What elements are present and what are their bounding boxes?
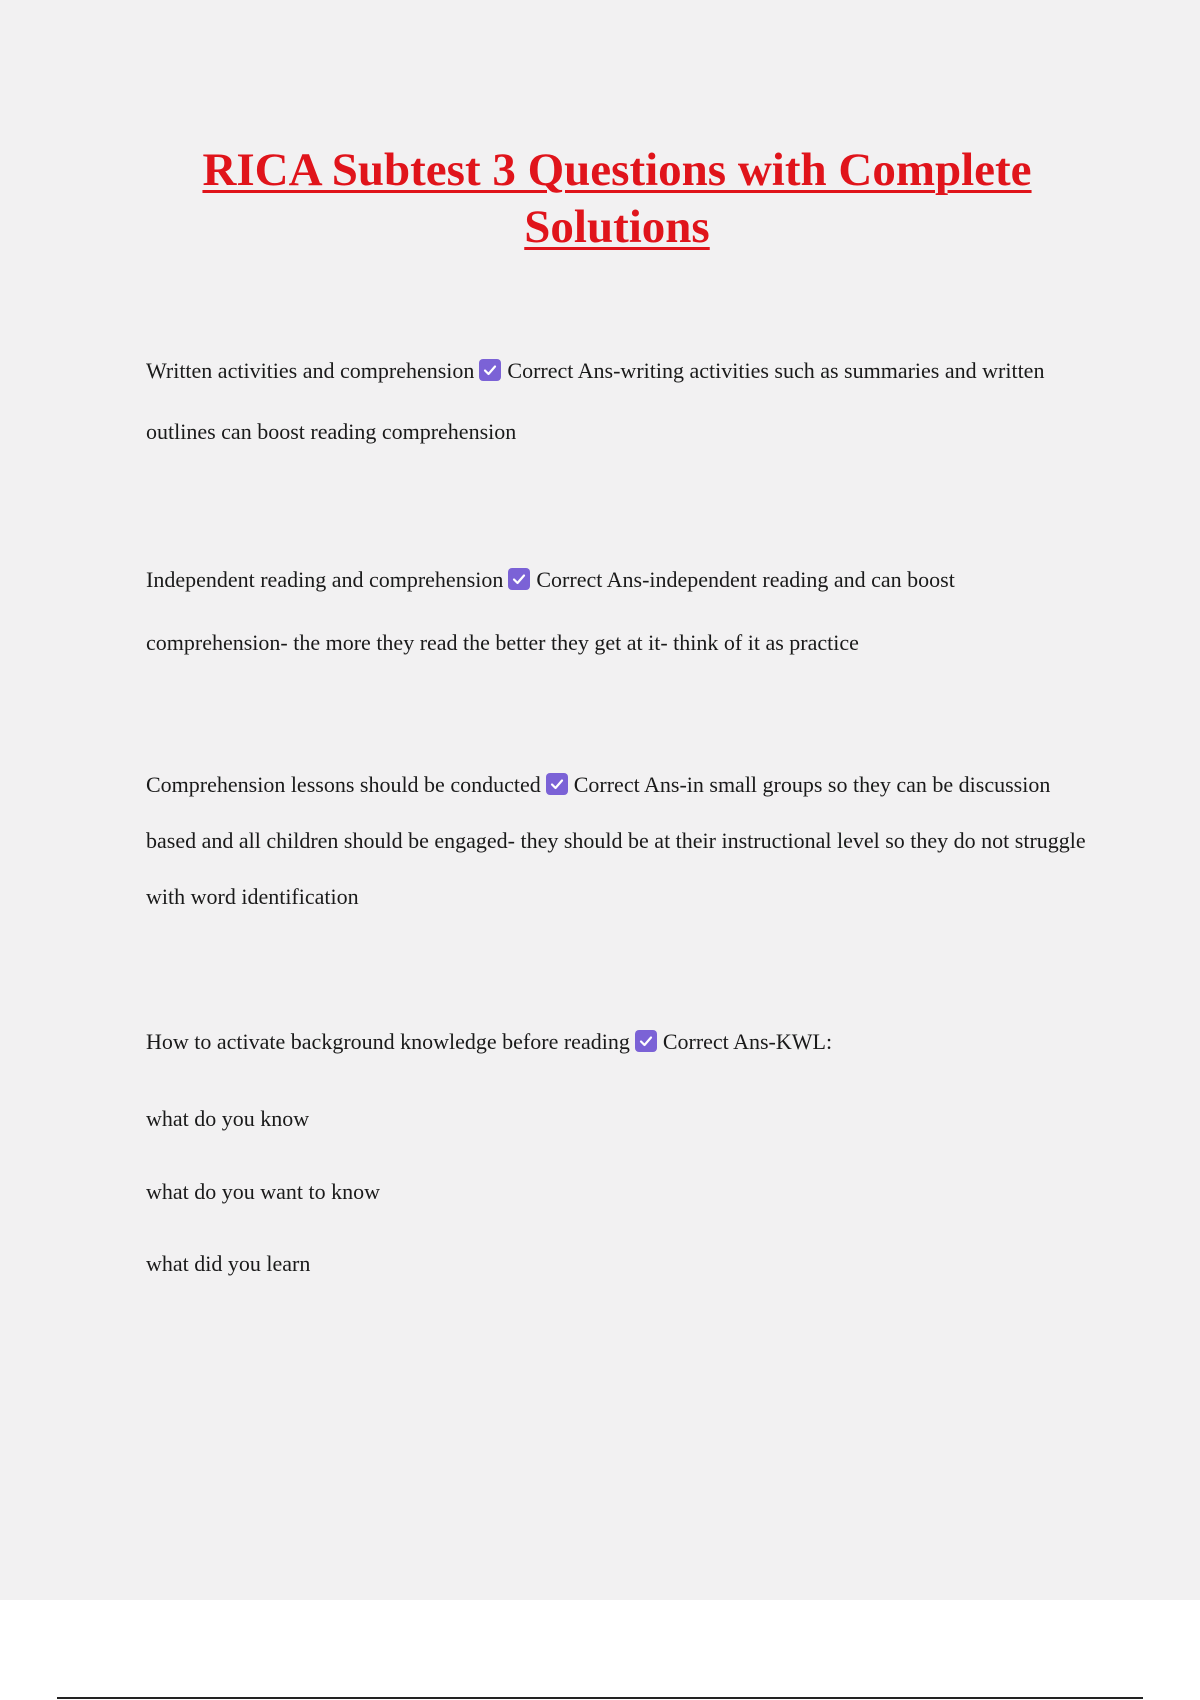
qa-item (146, 340, 1096, 462)
page-title: RICA Subtest 3 Questions with Complete Solutions (202, 144, 1032, 253)
answer-text: Correct Ans-independent reading and can boost comprehension- the more they read the better they get at it- think of it as practice (146, 567, 955, 655)
checkmark-icon (508, 568, 530, 590)
answer-text: Correct Ans-KWL: (662, 1029, 833, 1054)
answer-text: Correct Ans-writing activities such as summaries and written outlines can boost reading comprehension (146, 358, 1045, 444)
question-text: Comprehension lessons should be conducted (146, 772, 541, 797)
question-text: Independent reading and comprehension (146, 567, 504, 592)
checkmark-icon (635, 1030, 657, 1052)
qa-item (146, 757, 1096, 925)
qa-item (146, 1027, 1096, 1057)
kwl-list-item: what do you want to know (146, 1179, 381, 1204)
answer-text: Correct Ans-in small groups so they can be discussion based and all children should be engaged- they should be at their instructional level so they do not struggle with word identification (146, 772, 1086, 909)
question-text: Written activities and comprehension (146, 358, 475, 383)
question-text: How to activate background knowledge before reading (146, 1029, 630, 1054)
kwl-list-item: what did you learn (146, 1251, 311, 1276)
kwl-list-item: what do you know (146, 1106, 310, 1131)
checkmark-icon (479, 359, 501, 381)
qa-item (146, 548, 1096, 674)
checkmark-icon (546, 773, 568, 795)
footer-divider (57, 1697, 1143, 1699)
